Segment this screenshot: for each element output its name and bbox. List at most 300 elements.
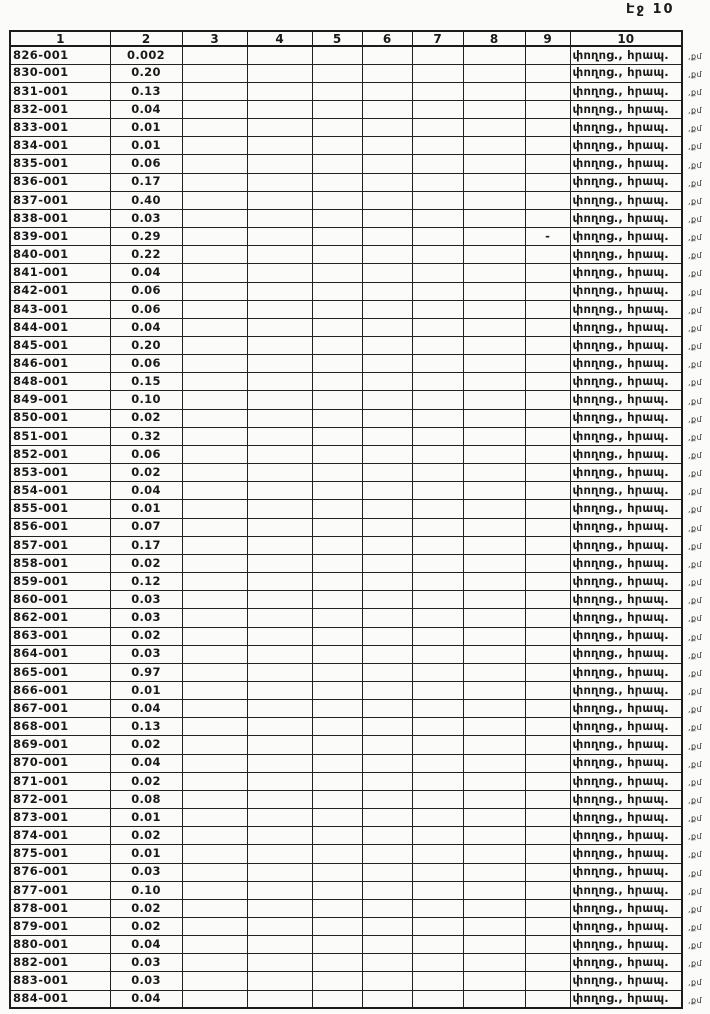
location-cell: փողոց., հրապ.: [570, 173, 682, 191]
empty-cell: [247, 355, 312, 373]
empty-cell: [525, 155, 570, 173]
empty-cell: [525, 918, 570, 936]
empty-cell: [247, 863, 312, 881]
unit-margin-label: ,քմ: [688, 723, 703, 733]
empty-cell: [525, 46, 570, 64]
empty-cell: [463, 300, 525, 318]
value-cell: 0.04: [110, 264, 182, 282]
empty-cell: [182, 500, 247, 518]
location-cell: փողոց., հրապ.: [570, 228, 682, 246]
empty-cell: [247, 482, 312, 500]
value-cell: 0.04: [110, 318, 182, 336]
empty-cell: [247, 464, 312, 482]
row-id-cell: 872-001: [10, 790, 110, 808]
empty-cell: [247, 209, 312, 227]
empty-cell: [312, 990, 362, 1008]
empty-cell: [362, 845, 412, 863]
location-cell: փողոց., հրապ.: [570, 663, 682, 681]
empty-cell: [362, 246, 412, 264]
empty-cell: [412, 918, 463, 936]
value-cell: 0.01: [110, 809, 182, 827]
empty-cell: [312, 318, 362, 336]
empty-cell: [247, 391, 312, 409]
empty-cell: [412, 355, 463, 373]
unit-margin-label: ,քմ: [688, 233, 703, 243]
empty-cell: [247, 790, 312, 808]
table-row: [10, 645, 682, 663]
table-row: [10, 772, 682, 790]
empty-cell: [247, 663, 312, 681]
empty-cell: [463, 318, 525, 336]
empty-cell: [412, 373, 463, 391]
location-cell: փողոց., հրապ.: [570, 264, 682, 282]
empty-cell: [412, 863, 463, 881]
empty-cell: [412, 736, 463, 754]
empty-cell: [463, 645, 525, 663]
empty-cell: [525, 482, 570, 500]
empty-cell: [182, 119, 247, 137]
empty-cell: [525, 700, 570, 718]
table-row: [10, 155, 682, 173]
table-row: [10, 718, 682, 736]
value-cell: 0.02: [110, 918, 182, 936]
empty-cell: [312, 500, 362, 518]
empty-cell: [525, 300, 570, 318]
location-cell: փողոց., հրապ.: [570, 64, 682, 82]
empty-cell: [525, 264, 570, 282]
empty-cell: [247, 155, 312, 173]
empty-cell: [463, 936, 525, 954]
empty-cell: [182, 809, 247, 827]
row-id-cell: 850-001: [10, 409, 110, 427]
unit-margin-label: ,քմ: [688, 451, 703, 461]
empty-cell: [362, 881, 412, 899]
empty-cell: [182, 536, 247, 554]
empty-cell: [182, 300, 247, 318]
empty-cell: [312, 554, 362, 572]
location-cell: փողոց., հրապ.: [570, 845, 682, 863]
empty-cell: [463, 827, 525, 845]
empty-cell: [525, 100, 570, 118]
unit-margin-label: ,քմ: [688, 977, 703, 987]
empty-cell: [463, 954, 525, 972]
empty-cell: [247, 645, 312, 663]
location-cell: փողոց., հրապ.: [570, 373, 682, 391]
empty-cell: [412, 82, 463, 100]
empty-cell: [312, 936, 362, 954]
empty-cell: [412, 790, 463, 808]
empty-cell: [312, 282, 362, 300]
empty-cell: [362, 500, 412, 518]
location-cell: փողոց., հրապ.: [570, 554, 682, 572]
empty-cell: [312, 100, 362, 118]
value-cell: 0.10: [110, 881, 182, 899]
empty-cell: [362, 790, 412, 808]
empty-cell: [362, 64, 412, 82]
table-row: [10, 899, 682, 917]
empty-cell: [312, 772, 362, 790]
empty-cell: [362, 809, 412, 827]
row-id-cell: 836-001: [10, 173, 110, 191]
empty-cell: [412, 46, 463, 64]
unit-margin-label: ,քմ: [688, 487, 703, 497]
empty-cell: [312, 355, 362, 373]
empty-cell: [312, 845, 362, 863]
empty-cell: [182, 990, 247, 1008]
empty-cell: [362, 645, 412, 663]
empty-cell: [362, 337, 412, 355]
unit-margin-label: ,քմ: [688, 923, 703, 933]
location-cell: փողոց., հրապ.: [570, 318, 682, 336]
value-cell: 0.04: [110, 754, 182, 772]
empty-cell: [412, 427, 463, 445]
value-cell: 0.32: [110, 427, 182, 445]
empty-cell: [247, 282, 312, 300]
row-id-cell: 848-001: [10, 373, 110, 391]
value-cell: 0.06: [110, 282, 182, 300]
empty-cell: [312, 337, 362, 355]
empty-cell: [247, 700, 312, 718]
location-cell: փողոց., հրապ.: [570, 137, 682, 155]
empty-cell: [412, 518, 463, 536]
location-cell: փողոց., հրապ.: [570, 100, 682, 118]
row-id-cell: 869-001: [10, 736, 110, 754]
empty-cell: [412, 391, 463, 409]
row-id-cell: 884-001: [10, 990, 110, 1008]
column-header: 8: [463, 31, 525, 46]
empty-cell: [463, 391, 525, 409]
value-cell: 0.01: [110, 119, 182, 137]
empty-cell: [525, 881, 570, 899]
row-id-cell: 858-001: [10, 554, 110, 572]
table-row: [10, 300, 682, 318]
row-id-cell: 832-001: [10, 100, 110, 118]
empty-cell: [412, 246, 463, 264]
empty-cell: [412, 700, 463, 718]
empty-cell: [247, 990, 312, 1008]
location-cell: փողոց., հրապ.: [570, 936, 682, 954]
empty-cell: [247, 609, 312, 627]
empty-cell: [412, 809, 463, 827]
table-row: [10, 191, 682, 209]
empty-cell: [362, 827, 412, 845]
empty-cell: [525, 863, 570, 881]
value-cell: 0.04: [110, 100, 182, 118]
empty-cell: [362, 736, 412, 754]
empty-cell: [463, 554, 525, 572]
column-header: 7: [412, 31, 463, 46]
empty-cell: [312, 119, 362, 137]
table-row: [10, 264, 682, 282]
empty-cell: [412, 445, 463, 463]
value-cell: 0.20: [110, 64, 182, 82]
empty-cell: [525, 445, 570, 463]
empty-cell: [247, 772, 312, 790]
empty-cell: [463, 100, 525, 118]
empty-cell: [525, 591, 570, 609]
unit-margin-label: ,քմ: [688, 505, 703, 515]
empty-cell: [525, 718, 570, 736]
empty-cell: [182, 246, 247, 264]
inventory-table: [9, 30, 683, 1009]
empty-cell: [362, 899, 412, 917]
empty-cell: [362, 554, 412, 572]
empty-cell: [525, 972, 570, 990]
empty-cell: [247, 681, 312, 699]
empty-cell: [362, 427, 412, 445]
empty-cell: [312, 663, 362, 681]
empty-cell: [412, 300, 463, 318]
empty-cell: [362, 191, 412, 209]
value-cell: 0.02: [110, 464, 182, 482]
empty-cell: [463, 82, 525, 100]
empty-cell: [463, 482, 525, 500]
empty-cell: [412, 899, 463, 917]
location-cell: փողոց., հրապ.: [570, 427, 682, 445]
empty-cell: [412, 845, 463, 863]
empty-cell: [312, 681, 362, 699]
row-id-cell: 856-001: [10, 518, 110, 536]
row-id-cell: 838-001: [10, 209, 110, 227]
value-cell: 0.17: [110, 173, 182, 191]
empty-cell: [247, 954, 312, 972]
empty-cell: [247, 137, 312, 155]
empty-cell: [362, 972, 412, 990]
empty-cell: [412, 718, 463, 736]
empty-cell: [182, 173, 247, 191]
value-cell: 0.04: [110, 990, 182, 1008]
empty-cell: [182, 881, 247, 899]
empty-cell: [525, 681, 570, 699]
column-header: 5: [312, 31, 362, 46]
empty-cell: [362, 464, 412, 482]
value-cell: 0.01: [110, 845, 182, 863]
row-id-cell: 852-001: [10, 445, 110, 463]
table-row: [10, 409, 682, 427]
empty-cell: [525, 209, 570, 227]
table-row: [10, 100, 682, 118]
empty-cell: [362, 863, 412, 881]
empty-cell: [412, 591, 463, 609]
empty-cell: [362, 990, 412, 1008]
empty-cell: [182, 391, 247, 409]
row-id-cell: 882-001: [10, 954, 110, 972]
row-id-cell: 878-001: [10, 899, 110, 917]
empty-cell: [525, 500, 570, 518]
empty-cell: [412, 191, 463, 209]
empty-cell: [312, 609, 362, 627]
row-id-cell: 874-001: [10, 827, 110, 845]
empty-cell: [247, 918, 312, 936]
table-row: [10, 663, 682, 681]
empty-cell: [362, 627, 412, 645]
empty-cell: [362, 663, 412, 681]
empty-cell: [312, 972, 362, 990]
empty-cell: [247, 500, 312, 518]
empty-cell: [362, 409, 412, 427]
unit-margin-label: ,քմ: [688, 251, 703, 261]
row-id-cell: 860-001: [10, 591, 110, 609]
empty-cell: [463, 500, 525, 518]
empty-cell: [412, 209, 463, 227]
empty-cell: [463, 681, 525, 699]
table-row: [10, 228, 682, 246]
row-id-cell: 855-001: [10, 500, 110, 518]
empty-cell: [312, 700, 362, 718]
table-row: [10, 881, 682, 899]
empty-cell: [463, 609, 525, 627]
empty-cell: [362, 155, 412, 173]
value-cell: 0.22: [110, 246, 182, 264]
empty-cell: [182, 827, 247, 845]
location-cell: փողոց., հրապ.: [570, 754, 682, 772]
row-id-cell: 840-001: [10, 246, 110, 264]
row-id-cell: 876-001: [10, 863, 110, 881]
value-cell: 0.15: [110, 373, 182, 391]
column-header: 4: [247, 31, 312, 46]
location-cell: փողոց., հրապ.: [570, 445, 682, 463]
empty-cell: [525, 954, 570, 972]
table-row: [10, 445, 682, 463]
empty-cell: [182, 845, 247, 863]
empty-cell: [247, 427, 312, 445]
unit-margin-label: ,քմ: [688, 578, 703, 588]
empty-cell: [463, 700, 525, 718]
empty-cell: [525, 809, 570, 827]
empty-cell: [463, 627, 525, 645]
unit-margin-label: ,քմ: [688, 559, 703, 569]
table-row: [10, 954, 682, 972]
location-cell: փողոց., հրապ.: [570, 645, 682, 663]
empty-cell: [182, 681, 247, 699]
value-cell: 0.02: [110, 627, 182, 645]
empty-cell: [312, 899, 362, 917]
empty-cell: [247, 409, 312, 427]
empty-cell: [525, 554, 570, 572]
empty-cell: [412, 881, 463, 899]
empty-cell: [247, 972, 312, 990]
empty-cell: [412, 573, 463, 591]
empty-cell: [362, 772, 412, 790]
table-row: [10, 681, 682, 699]
empty-cell: [525, 936, 570, 954]
value-cell: 0.06: [110, 155, 182, 173]
row-id-cell: 862-001: [10, 609, 110, 627]
empty-cell: [525, 318, 570, 336]
table-row: [10, 845, 682, 863]
empty-cell: [362, 445, 412, 463]
location-cell: փողոց., հրապ.: [570, 391, 682, 409]
table-row: [10, 137, 682, 155]
empty-cell: [412, 772, 463, 790]
empty-cell: [247, 191, 312, 209]
empty-cell: [362, 373, 412, 391]
empty-cell: [525, 64, 570, 82]
empty-cell: [463, 355, 525, 373]
value-cell: 0.13: [110, 718, 182, 736]
empty-cell: [463, 445, 525, 463]
row-id-cell: 846-001: [10, 355, 110, 373]
value-cell: 0.03: [110, 591, 182, 609]
unit-margin-label: ,քմ: [688, 959, 703, 969]
empty-cell: [312, 427, 362, 445]
value-cell: 0.03: [110, 609, 182, 627]
row-id-cell: 865-001: [10, 663, 110, 681]
table-row: [10, 754, 682, 772]
empty-cell: [412, 264, 463, 282]
unit-margin-label: ,քմ: [688, 360, 703, 370]
empty-cell: [247, 936, 312, 954]
empty-cell: [463, 173, 525, 191]
table-row: [10, 46, 682, 64]
empty-cell: [182, 754, 247, 772]
empty-cell: [412, 663, 463, 681]
empty-cell: [182, 373, 247, 391]
empty-cell: [312, 464, 362, 482]
value-cell: 0.03: [110, 209, 182, 227]
empty-cell: [525, 391, 570, 409]
empty-cell: [412, 228, 463, 246]
empty-cell: [362, 173, 412, 191]
empty-cell: [463, 809, 525, 827]
empty-cell: [182, 137, 247, 155]
empty-cell: [247, 318, 312, 336]
table-row: [10, 391, 682, 409]
empty-cell: [247, 264, 312, 282]
empty-cell: [525, 191, 570, 209]
empty-cell: [247, 845, 312, 863]
empty-cell: [182, 736, 247, 754]
table-row: [10, 990, 682, 1008]
empty-cell: [312, 82, 362, 100]
empty-cell: [525, 82, 570, 100]
row-id-cell: 870-001: [10, 754, 110, 772]
empty-cell: [412, 954, 463, 972]
empty-cell: [463, 64, 525, 82]
empty-cell: [182, 609, 247, 627]
empty-cell: [412, 609, 463, 627]
location-cell: փողոց., հրապ.: [570, 573, 682, 591]
row-id-cell: 883-001: [10, 972, 110, 990]
empty-cell: [182, 228, 247, 246]
empty-cell: [463, 591, 525, 609]
table-row: [10, 427, 682, 445]
unit-margin-label: ,քմ: [688, 214, 703, 224]
value-cell: 0.02: [110, 554, 182, 572]
empty-cell: [182, 700, 247, 718]
empty-cell: [182, 663, 247, 681]
table-row: [10, 246, 682, 264]
table-row: [10, 464, 682, 482]
empty-cell: [463, 282, 525, 300]
unit-margin-label: ,քմ: [688, 106, 703, 116]
value-cell: 0.12: [110, 573, 182, 591]
table-row: [10, 736, 682, 754]
location-cell: փողոց., հրապ.: [570, 119, 682, 137]
empty-cell: [312, 954, 362, 972]
row-id-cell: 875-001: [10, 845, 110, 863]
row-id-cell: 863-001: [10, 627, 110, 645]
empty-cell: [247, 754, 312, 772]
right-margin-unit-column: [685, 47, 710, 1009]
location-cell: փողոց., հրապ.: [570, 82, 682, 100]
empty-cell: [525, 609, 570, 627]
empty-cell: [463, 863, 525, 881]
value-cell: 0.03: [110, 972, 182, 990]
empty-cell: [412, 409, 463, 427]
empty-cell: [312, 46, 362, 64]
empty-cell: [362, 918, 412, 936]
